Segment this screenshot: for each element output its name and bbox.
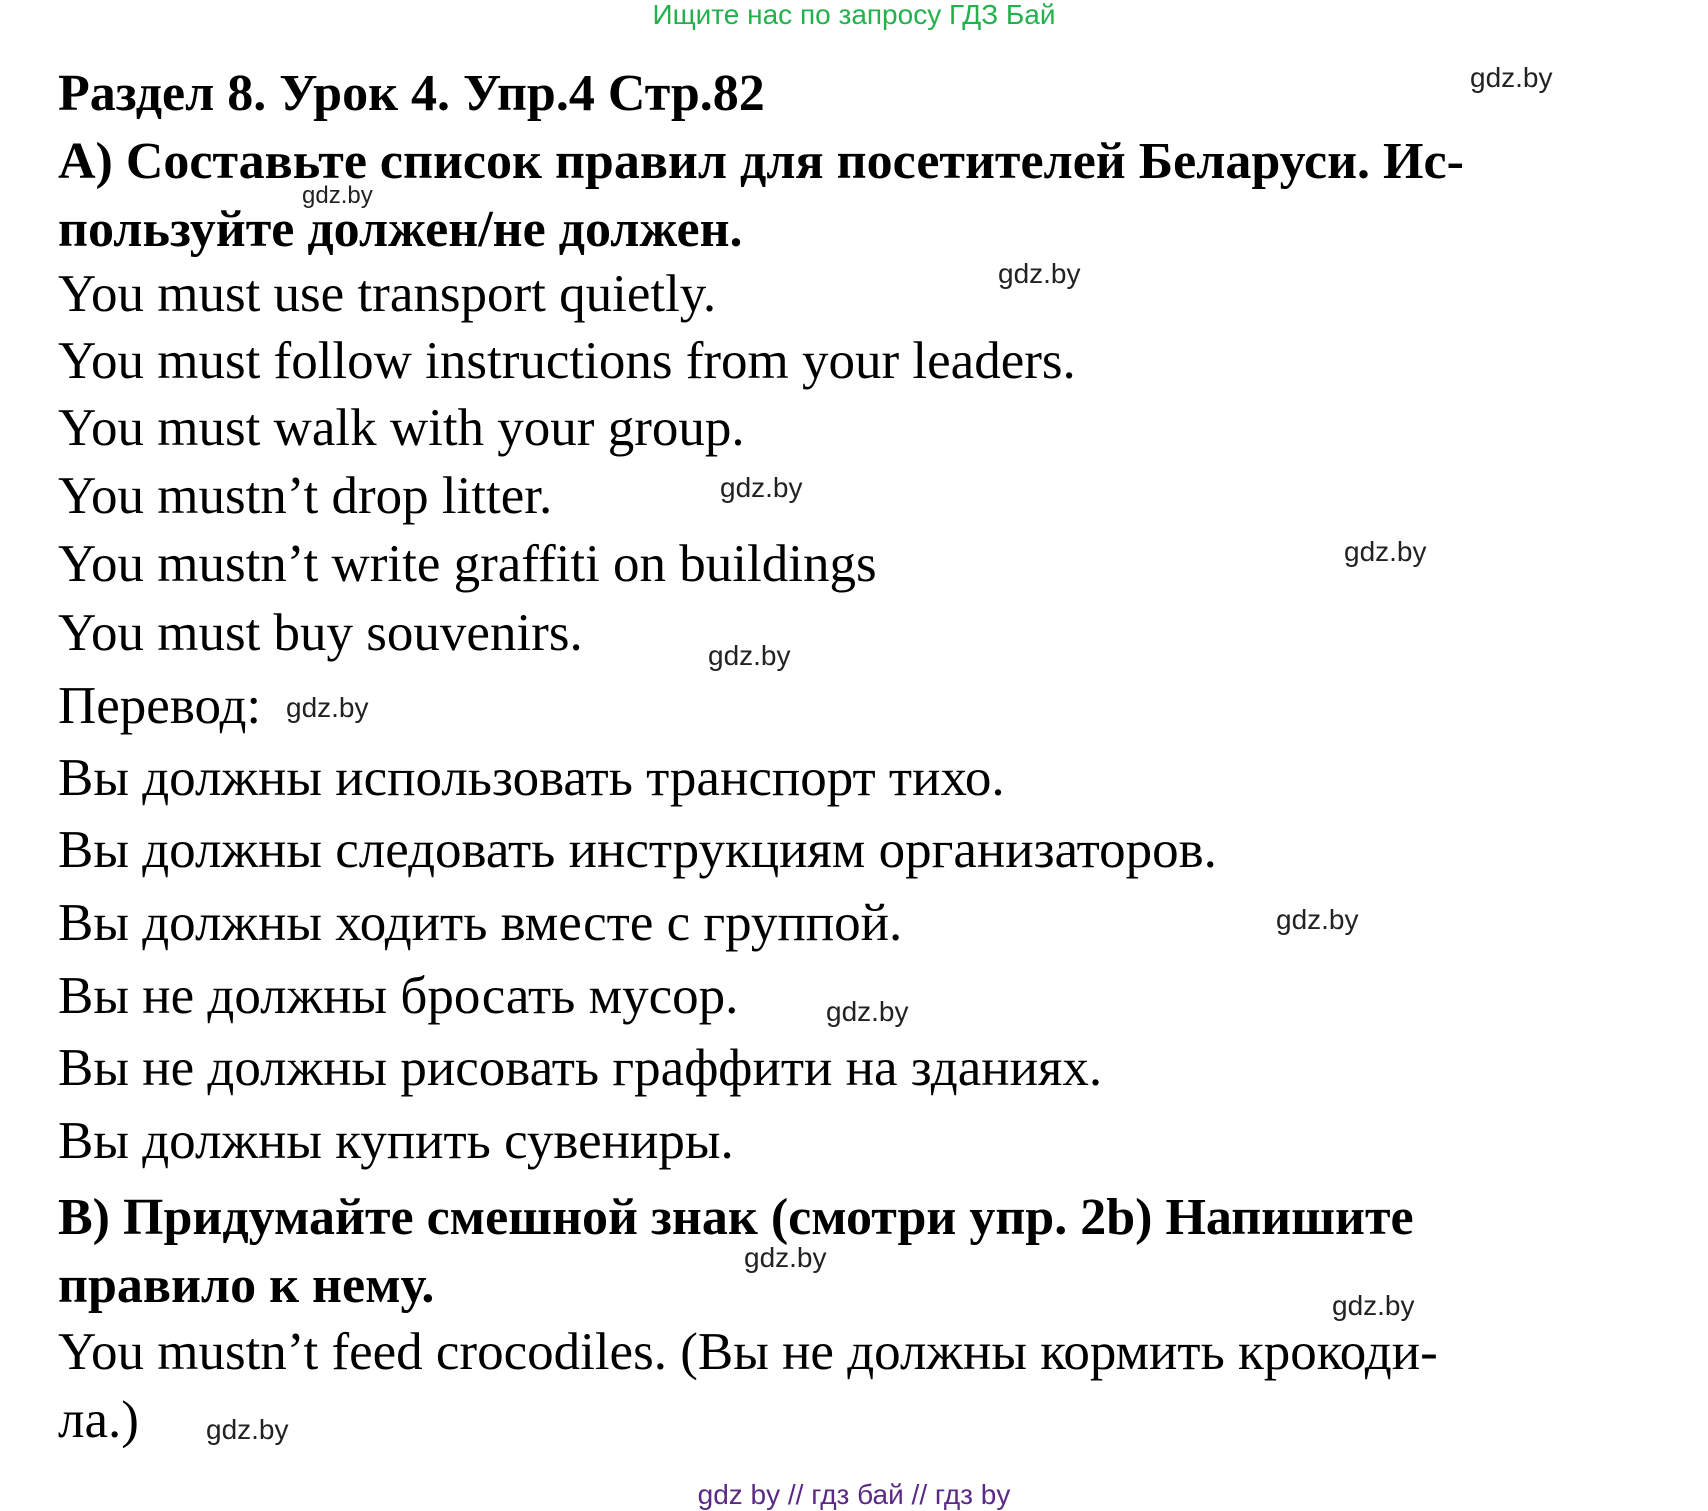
task-b-heading-line2: правило к нему. xyxy=(58,1257,435,1314)
translation-label: Перевод: xyxy=(58,677,262,735)
task-b-heading-line1: B) Придумайте смешной знак (смотри упр. 2b) Напишите xyxy=(58,1189,1414,1246)
russian-rule-3: Вы должны ходить вместе с группой. xyxy=(58,894,903,952)
watermark: gdz.by xyxy=(286,692,369,723)
watermark: gdz.by xyxy=(1470,62,1553,93)
english-rule-2: You must follow instructions from your leaders. xyxy=(58,332,1076,390)
footer-links[interactable]: gdz by // гдз бай // гдз by xyxy=(697,1479,1011,1510)
watermark: gdz.by xyxy=(1344,536,1427,567)
english-rule-6: You must buy souvenirs. xyxy=(58,604,583,662)
russian-rule-6: Вы должны купить сувениры. xyxy=(58,1112,734,1170)
task-a-heading-line1: A) Составьте список правил для посетителей Беларуси. Ис- xyxy=(58,133,1464,190)
watermark: gdz.by xyxy=(206,1414,289,1445)
english-rule-1: You must use transport quietly. xyxy=(58,265,717,323)
watermark: gdz.by xyxy=(1276,904,1359,935)
russian-rule-1: Вы должны использовать транспорт тихо. xyxy=(58,749,1005,807)
watermark: gdz.by xyxy=(1332,1290,1415,1321)
english-rule-4: You mustn’t drop litter. xyxy=(58,467,553,525)
task-b-answer-line1: You mustn’t feed crocodiles. (Вы не должны кормить крокоди- xyxy=(58,1323,1438,1381)
watermark: gdz.by xyxy=(708,640,791,671)
russian-rule-5: Вы не должны рисовать граффити на зданиях. xyxy=(58,1039,1103,1097)
page-title: Раздел 8. Урок 4. Упр.4 Стр.82 xyxy=(58,65,765,122)
top-banner[interactable]: Ищите нас по запросу ГДЗ Бай xyxy=(652,0,1056,30)
watermark: gdz.by xyxy=(744,1242,827,1273)
watermark: gdz.by xyxy=(998,258,1081,289)
watermark: gdz.by xyxy=(826,996,909,1027)
english-rule-3: You must walk with your group. xyxy=(58,399,745,457)
task-a-heading-line2: пользуйте должен/не должен. xyxy=(58,201,743,258)
task-b-answer-line2: ла.) xyxy=(58,1391,139,1449)
russian-rule-4: Вы не должны бросать мусор. xyxy=(58,967,739,1025)
watermark: gdz.by xyxy=(720,472,803,503)
russian-rule-2: Вы должны следовать инструкциям организаторов. xyxy=(58,821,1217,879)
english-rule-5: You mustn’t write graffiti on buildings xyxy=(58,535,877,593)
watermark: gdz.by xyxy=(302,182,373,209)
